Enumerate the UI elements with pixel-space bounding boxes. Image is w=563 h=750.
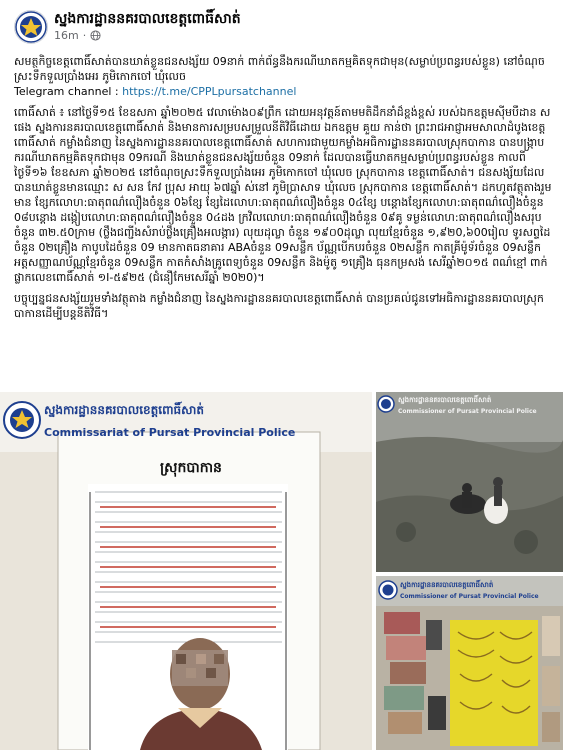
- scene-banner-english: Commissioner of Pursat Provincial Police: [398, 408, 537, 415]
- telegram-label: Telegram channel :: [14, 85, 123, 98]
- suspect-photo[interactable]: [0, 392, 372, 750]
- post-paragraph-summary: [14, 54, 554, 99]
- suspect-photo-art: [0, 392, 372, 750]
- board-district: ស្រុកបាកាន: [160, 460, 222, 476]
- page-avatar[interactable]: [14, 10, 48, 44]
- scene-banner-khmer: ស្នងការដ្ឋាននគរបាលខេត្តពោធិ៍សាត់: [398, 396, 492, 404]
- scene-photo-art: [376, 392, 563, 572]
- banner-english: Commissariat of Pursat Provincial Police: [44, 426, 296, 439]
- banner-khmer: ស្នងការដ្ឋាននគរបាលខេត្តពោធិ៍សាត់: [44, 403, 204, 417]
- post-body: [14, 54, 554, 327]
- photo-grid: [0, 392, 563, 750]
- evidence-banner-english: Commissioner of Pursat Provincial Police: [400, 593, 539, 600]
- post-time[interactable]: 16m: [54, 29, 79, 42]
- post-paragraph-conclusion: បច្ចុប្បន្នជនសង្ស័យរួមទាំងវត្ថុតាង កម្លាំងជំនាញ នៃស្នងការដ្ឋាននគរបាលខេត្តពោធិ៍សាត់ បានប្រគល់ជូនទៅអធិការដ្ឋាននគរបាលស្រុកបាកានដើម្បីបន្តនីតិវិធី។: [14, 292, 544, 320]
- evidence-banner-khmer: ស្នងការដ្ឋាននគរបាលខេត្តពោធិ៍សាត់: [400, 581, 494, 589]
- scene-photo[interactable]: [376, 392, 563, 572]
- meta-separator: ·: [82, 29, 87, 42]
- telegram-link[interactable]: https://t.me/CPPLpursatchannel: [122, 85, 297, 98]
- evidence-photo-art: [376, 576, 563, 750]
- page-logo-icon: [15, 11, 47, 43]
- summary-text: សមត្ថកិច្ចខេត្តពោធិ៍សាត់បានឃាត់ខ្លួនជនសង្ស័យ 09នាក់ ពាក់ព័ន្ធនឹងករណីឃាតកម្មគិតទុកជាមុន(សម្លាប់ប្រពន្ធរបស់ខ្លួន) នៅចំណុចស្រះទឹកទួលប្រាំងអេរ ភូមិកោកចៅ ឃុំលេច: [14, 55, 545, 83]
- post-header: [0, 0, 563, 48]
- page-name[interactable]: ស្នងការដ្ឋាននគរបាលខេត្តពោធិ៍សាត់: [54, 11, 241, 27]
- post-paragraph-details: ពោធិ៍សាត់ ៖ នៅថ្ងៃទី១៥ ខែឧសភា ឆ្នាំ២០២៥ វេលាម៉ោង០៩ព្រឹក ដោយអនុវត្តន៍តាមមតិដឹកនាំដ៏ខ្ពង់ខ្ពស់ របស់ឯកឧត្តមស៊ីមបឺដាន ស ផេង ស្នងការនគរបាលខេត្តពោធិ៍សាត់ និងមានការសម្របសម្រួលនីតិវិធីដោយ ឯកឧត្តម គួយ កាន់ថា ព្រះរាជអាជ្ញាអមសាលាដំបូងខេត្តពោធិ៍សាត់ កម្លាំងជំនាញ នៃស្នងការដ្ឋាននគរបាលខេត្តពោធិ៍សាត់ សហការជាមួយកម្លាំងអធិការដ្ឋាននគរបាលស្រុកបាកាន បានបង្ក្រាបករណីឃាតកម្មគិតទុកជាមុន 09ករណី និងឃាត់ខ្លួនជនសង្ស័យចំនួន 09នាក់ ដែលបានធ្វើឃាតកម្មសម្លាប់ប្រពន្ធរបស់ខ្លួន កាលពីថ្ងៃទី១៦ ខែឧសភា ឆ្នាំ២០២៥ នៅចំណុចស្រះទឹកទួលប្រាំងអេរ ភូមិកោកចៅ ឃុំលេច ស្រុកបាកាន ខេត្តពោធិ៍សាត់។ ជនសង្ស័យដែលបានឃាត់ខ្លួនមានឈ្មោះ ស សន កែវ ប្រុស អាយុ ៦៧ឆ្នាំ ស់នៅ ភូមិប្រាសាទ ឃុំលេច ស្រុកបាកាន ខេត្តពោធិ៍សាត់។ ដកហូតវត្ថុតាងរួមមាន ខ្សែកលោហ:ធាតុពណ៌លឿងចំនួន 0៦ខ្សែ ខ្សែដៃលោហ:ធាតុពណ៌លឿងចំនួន 0៤ខ្សែ បន្តោងខ្សែកលោហ:ធាតុពណ៌លឿងចំនួន 0៨បន្តោង ដង្កៀបលោហ:ធាតុពណ៌លឿងចំនួន 0៤ដង ក្រវិលលោហ:ធាតុពណ៌លឿងចំនួន 0៩គូ ទម្ងន់លោហ:ធាតុពណ៌លឿងសរុបចំនួន ៣២.៥0ក្រាម (ថ្លឹងជញ្ជីងសំរាប់ថ្លឹងគ្រឿងអលង្ការ) លុយដុល្លា ចំនួន ១៩០0ដុល្លា លុយខ្មែរចំនួន ១,៩២0,៦00រៀល ទូរសព្ទដៃចំនួន 0២គ្រឿង កាបូបដៃចំនួន 09 មានកាតធនាគារ ABAចំនួន 09សន្លឹក ប័ណ្ណបើកបរចំនួន 0២សន្លឹក កាតគ្រីម៉ូទ័រចំនួន 09សន្លឹក អត្តសញ្ញាណប័ណ្ណខ្មែរចំនួន 09សន្លឹក កាតកំសាំងគ្រូពេទ្យចំនួន 09សន្លឹក និងម៉ូតូ ១គ្រឿង ធុនកម្រសង់ សេរីឆ្នាំ២០១៥ ពណ៌ខ្មៅ ពាក់ផ្លាកលេខពោធិ៍សាត់ ១I-៥៩២៥ (ជំនឿកែមសេរីឆ្នាំ ២0២0)។: [14, 106, 552, 284]
- post-meta: [54, 29, 101, 42]
- globe-icon: [90, 30, 101, 41]
- evidence-photo[interactable]: [376, 576, 563, 750]
